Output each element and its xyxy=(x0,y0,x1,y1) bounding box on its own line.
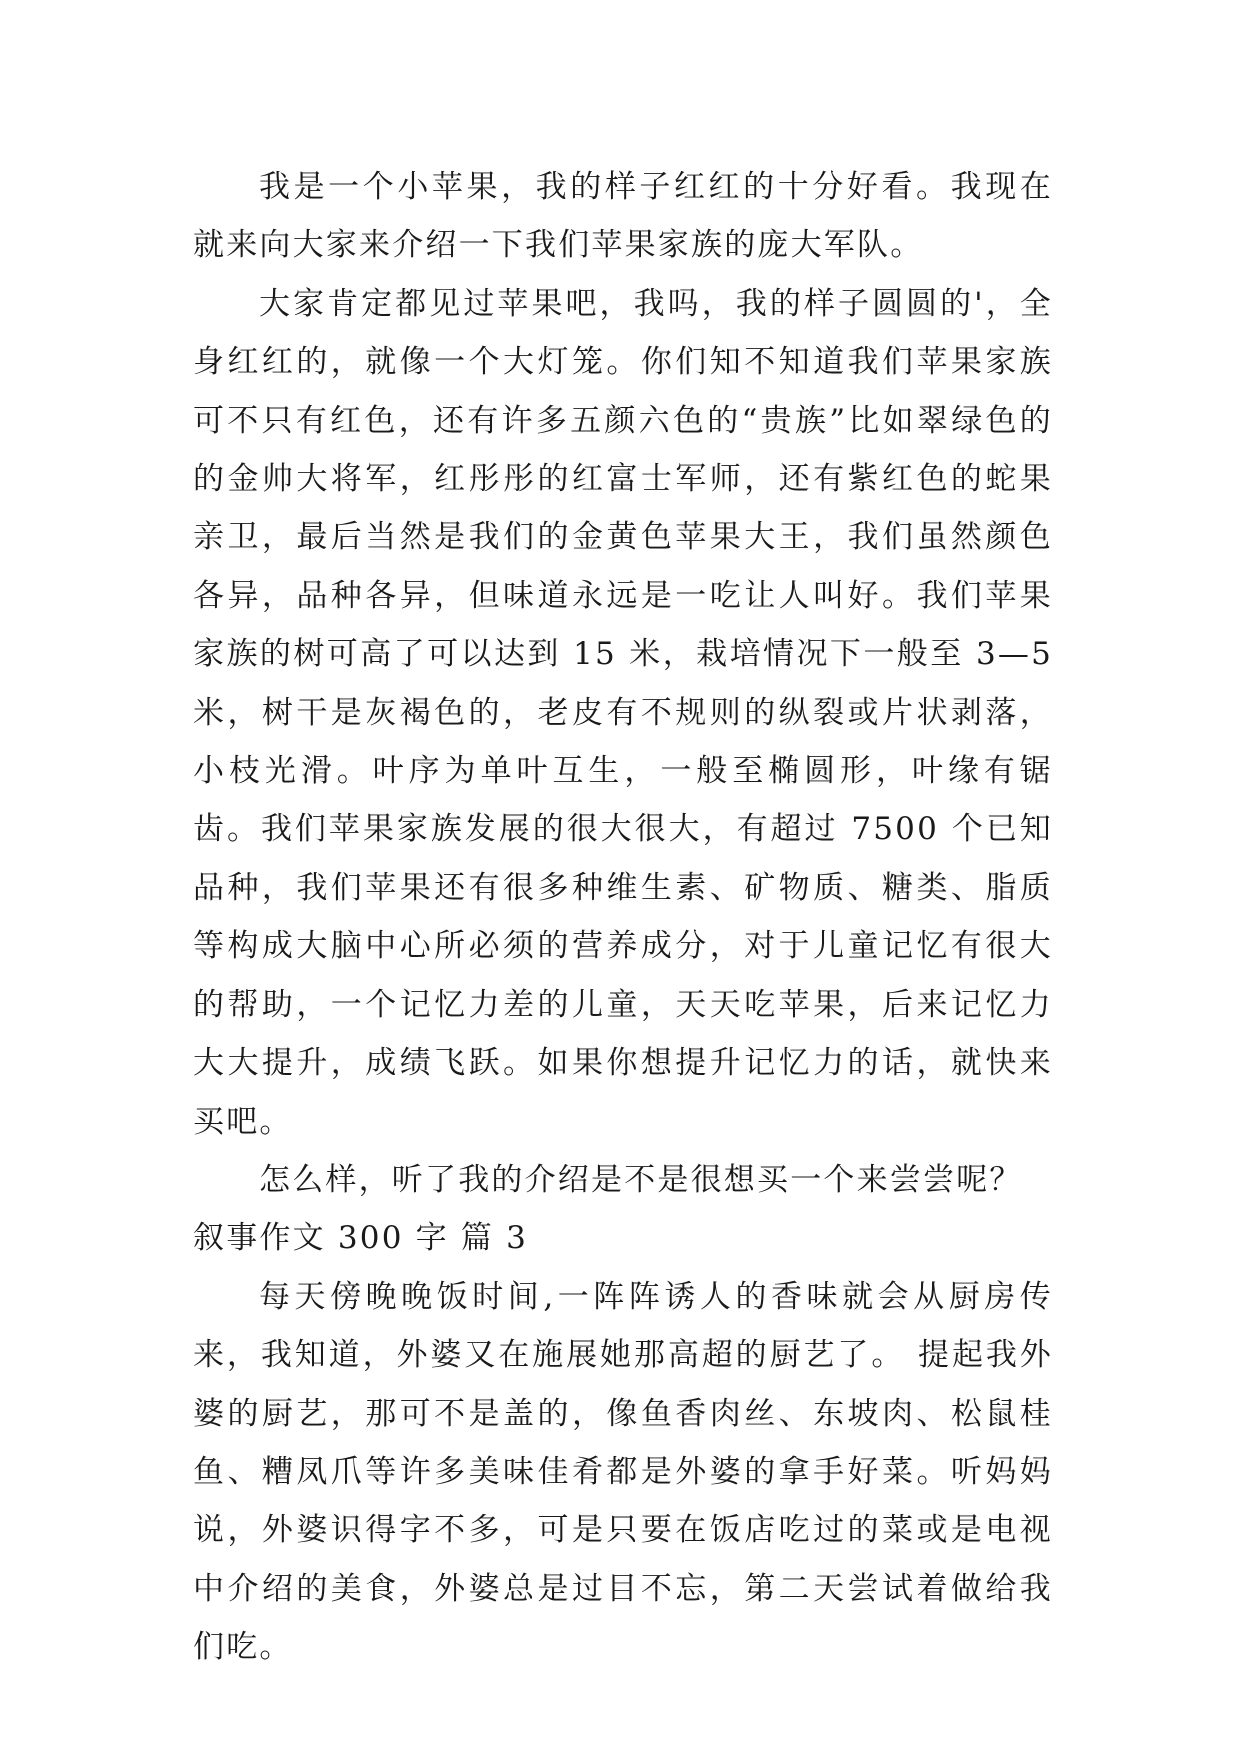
section-heading: 叙事作文 300 字 篇 3 xyxy=(193,1220,529,1257)
paragraph-apple-family: 大家肯定都见过苹果吧，我吗，我的样子圆圆的'，全身红红的，就像一个大灯笼。你们知不知道我们苹果家族可不只有红色，还有许多五颜六色的“贵族”比如翠绿色的的金帅大将军，红彤彤的红富士军师，还有紫红色的蛇果亲卫，最后当然是我们的金黄色苹果大王，我们虽然颜色各异，品种各异，但味道永远是一吃让人叫好。我们苹果家族的树可高了可以达到 15 米，栽培情况下一般至 3—5 米，树干是灰褐色的，老皮有不规则的纵裂或片状剥落，小枝光滑。叶序为单叶互生，一般至椭圆形，叶缘有锯齿。我们苹果家族发展的很大很大，有超过 7500 个已知品种，我们苹果还有很多种维生素、矿物质、糖类、脂质等构成大脑中心所必须的营养成分，对于儿童记忆有很大的帮助，一个记忆力差的儿童，天天吃苹果，后来记忆力大大提升，成绩飞跃。如果你想提升记忆力的话，就快来买吧。 xyxy=(193,285,1053,1140)
paragraph-intro: 我是一个小苹果，我的样子红红的十分好看。我现在就来向大家来介绍一下我们苹果家族的庞大军队。 xyxy=(193,169,1053,264)
paragraph-closing-question: 怎么样，听了我的介绍是不是很想买一个来尝尝呢？ xyxy=(259,1161,1023,1198)
paragraph-grandma-cooking: 每天傍晚晚饭时间,一阵阵诱人的香味就会从厨房传来，我知道，外婆又在施展她那高超的厨艺了。 提起我外婆的厨艺，那可不是盖的，像鱼香肉丝、东坡肉、松鼠桂鱼、糟凤爪等许多美味佳肴都是外婆的拿手好菜。听妈妈说，外婆识得字不多，可是只要在饭店吃过的菜或是电视中介绍的美食，外婆总是过目不忘，第二天尝试着做给我们吃。 xyxy=(193,1278,1053,1666)
document-body xyxy=(193,158,1053,1677)
